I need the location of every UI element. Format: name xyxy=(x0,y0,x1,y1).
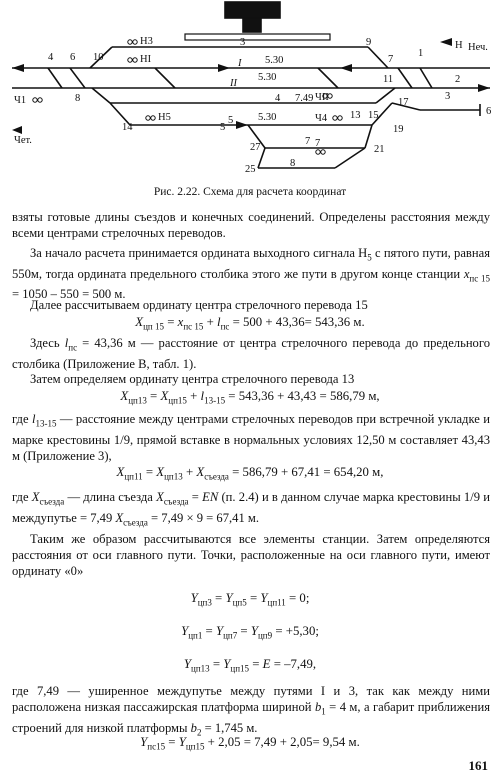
formula: $X_{цп11} = X_{цп13} + X_{съезда} = 586,79 + 67,41 = 654,20$ м, xyxy=(116,465,384,482)
switch-number: 9 xyxy=(366,37,372,48)
station-building xyxy=(225,2,280,18)
switch-number: 7 xyxy=(305,136,311,147)
paragraph: где $l_{13-15}$ — расстояние между центрами стрелочных переводов при встречной укладке и марке крестовины 1/9, прямой вставке в нормальных условиях 12,50 м составляет 43,43 м (Приложение 3), xyxy=(12,412,491,463)
switch-number: 15 xyxy=(368,110,379,121)
track-number: 4 xyxy=(275,93,281,104)
track-number: II xyxy=(230,78,237,89)
switch-number: 5 xyxy=(220,122,226,133)
paragraph: Затем определяем ординату центра стрелочного перевода 13 xyxy=(30,372,355,386)
signal-label: Н3 xyxy=(140,36,153,47)
track-number: 3 xyxy=(240,37,246,48)
switch-number: 19 xyxy=(393,124,404,135)
track-scheme-diagram xyxy=(0,0,500,185)
switch-number: 8 xyxy=(75,93,81,104)
signal-label: Н xyxy=(455,40,463,51)
track-number: 7 xyxy=(315,138,321,149)
formula: $Y_{пс15} = Y_{цп15} + 2,05 = 7,49 + 2,05= 9,54$ м. xyxy=(140,735,360,752)
direction-odd: Неч. xyxy=(468,42,488,53)
switch-number: 25 xyxy=(245,164,256,175)
signal-label: ЧII xyxy=(315,92,329,103)
switch-number: 4 xyxy=(48,52,54,63)
direction-even: Чет. xyxy=(14,135,32,146)
switch-number: 13 xyxy=(350,110,361,121)
switch-number: 27 xyxy=(250,142,261,153)
signal-label: НI xyxy=(140,54,152,65)
track-number: 8 xyxy=(290,158,296,169)
paragraph: Здесь $l_{пс} = 43,36$ м — расстояние от центра стрелочного перевода до предельного столбика (Приложение В, табл. 1). xyxy=(12,336,490,371)
switch-number: 6 xyxy=(70,52,76,63)
switch-number: 10 xyxy=(93,52,104,63)
switch-number: 2 xyxy=(455,74,461,85)
paragraph: где 7,49 — уширенное междупутье между путями I и 3, так как между ними расположена низкая пассажирская платформа шириной $b_1 = 4$ м, а габарит приближения строений для низкой платформы $b_2 = 1,745$ м. xyxy=(12,684,490,738)
paragraph: где $X_{съезда}$ — длина съезда $X_{съезда}$ = EN (п. 2.4) и в данном случае марка крестовины 1/9 и междупутье = 7,49 $X_{съезда} = 7,49 \times 9 = 67,41$ м. xyxy=(12,490,490,528)
switch-number: 21 xyxy=(374,144,385,155)
formula: $Y_{цп1} = Y_{цп7} = Y_{цп9} = +5,30$; xyxy=(181,624,319,641)
platform xyxy=(185,34,330,40)
switch-number: 14 xyxy=(122,122,133,133)
formula: $Y_{цп3} = Y_{цп5} = Y_{цп11} = 0$; xyxy=(190,591,310,608)
station-building-base xyxy=(243,18,261,32)
paragraph: взяты готовые длины съездов и конечных соединений. Определены расстояния между всеми центрами стрелочных переводов. xyxy=(12,210,490,241)
paragraph: За начало расчета принимается ордината выходного сигнала $Н_5$ с пятого пути, равная 550м, тогда ордината предельного столбика этого же пути в другом конце станции $x_{пс 15} = 1050 - 550 = 500$ м. xyxy=(12,246,491,302)
paragraph: Таким же образом рассчитываются все элементы станции. Затем определяются расстояния от оси главного пути. Точки, расположенные на оси главного пути, имеют ординату «0» xyxy=(12,532,490,579)
track-number: 6 xyxy=(486,106,492,117)
page-number: 161 xyxy=(468,758,488,773)
formula: $X_{цп13} = X_{цп15} + l_{13-15} = 543,36 + 43,43 = 586,79$ м, xyxy=(120,389,380,406)
length-label: 5.30 xyxy=(265,55,284,66)
switch-number: 17 xyxy=(398,97,409,108)
switch-number: 11 xyxy=(383,74,394,85)
track-number: I xyxy=(238,58,242,69)
formula: $X_{цп 15} = x_{пс 15} + l_{пс} = 500 + 43,36= 543,36$ м. xyxy=(135,315,365,332)
signal-label: Ч4 xyxy=(315,113,328,124)
length-label: 7.49 xyxy=(295,93,314,104)
signal-label: Н5 xyxy=(158,112,171,123)
length-label: 5.30 xyxy=(258,112,277,123)
switch-number: 7 xyxy=(388,54,394,65)
signal-label: Ч1 xyxy=(14,95,27,106)
switch-number: 3 xyxy=(445,91,451,102)
formula: $Y_{цп13} = Y_{цп15} = E = -7,49$, xyxy=(183,657,317,674)
paragraph: Далее рассчитываем ординату центра стрелочного перевода 15 xyxy=(30,298,368,312)
length-label: 5.30 xyxy=(258,72,277,83)
figure-caption: Рис. 2.22. Схема для расчета координат xyxy=(153,186,347,198)
switch-number: 1 xyxy=(418,48,424,59)
track-number: 5 xyxy=(228,115,234,126)
